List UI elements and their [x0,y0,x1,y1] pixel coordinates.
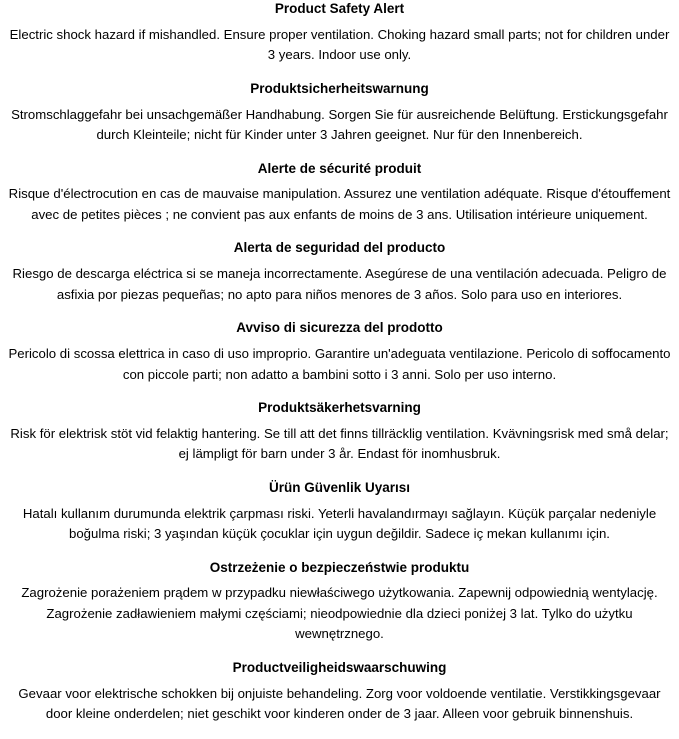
safety-section-fr [8,160,671,240]
section-body: Zagrożenie porażeniem prądem w przypadku niewłaściwego użytkowania. Zapewnij odpowiednią wentylację. Zagrożenie zadławieniem małymi częściami; nieodpowiednie dla dzieci poniżej 3 lat. Tylko do użytku wewnętrznego. [21,585,658,642]
section-heading: Productveiligheidswaarschuwing [232,659,447,675]
section-heading: Product Safety Alert [274,1,405,16]
safety-section-sv [8,399,671,479]
section-heading: Alerta de seguridad del producto [233,240,446,256]
section-heading: Produktsicherheitswarnung [250,80,429,96]
section-body: Risque d'électrocution en cas de mauvaise manipulation. Assurez une ventilation adéquate. Risque d'étouffement avec de petites pièces ; ne convient pas aux enfants de moins de 3 ans. Utilisation intérieure uniquement. [8,186,671,222]
safety-section-pl [8,559,671,659]
section-heading: Alerte de sécurité produit [257,160,422,176]
section-body: Risk för elektrisk stöt vid felaktig hantering. Se till att det finns tillräcklig ventilation. Kvävningsrisk med små delar; ej lämpligt för barn under 3 år. Endast för inomhusbruk. [10,425,669,462]
section-heading: Ürün Güvenlik Uyarısı [268,479,411,495]
safety-section-en [8,0,671,80]
section-heading: Ostrzeżenie o bezpieczeństwie produktu [209,559,470,575]
safety-section-nl [8,659,671,739]
section-body: Gevaar voor elektrische schokken bij onjuiste behandeling. Zorg voor voldoende ventilatie. Verstikkingsgevaar door kleine onderdelen; niet geschikt voor kinderen onder de 3 jaar. Alleen voor gebruik binnenshuis. [18,685,661,722]
safety-section-de [8,80,671,160]
safety-section-es [8,239,671,319]
section-body: Electric shock hazard if mishandled. Ensure proper ventilation. Choking hazard small parts; not for children under 3 years. Indoor use only. [9,26,670,63]
section-heading: Produktsäkerhetsvarning [258,399,421,415]
safety-section-tr [8,479,671,559]
safety-section-it [8,319,671,399]
section-body: Stromschlaggefahr bei unsachgemäßer Handhabung. Sorgen Sie für ausreichende Belüftung. Erstickungsgefahr durch Kleinteile; nicht für Kinder unter 3 Jahren geeignet. Nur für den Innenbereich. [11,106,668,143]
section-heading: Avviso di sicurezza del prodotto [236,320,443,336]
section-body: Riesgo de descarga eléctrica si se maneja incorrectamente. Asegúrese de una ventilación adecuada. Peligro de asfixia por piezas pequeñas; no apto para niños menores de 3 años. Solo para uso en interiores. [12,266,667,302]
section-body: Pericolo di scossa elettrica in caso di uso improprio. Garantire un'adeguata ventilazione. Pericolo di soffocamento con piccole parti; non adatto a bambini sotto i 3 anni. Solo per uso interno. [8,346,671,382]
section-body: Hatalı kullanım durumunda elektrik çarpması riski. Yeterli havalandırmayı sağlayın. Küçük parçalar nedeniyle boğulma riski; 3 yaşından küçük çocuklar için uygun değildir. Sadece iç mekan kullanımı için. [22,505,657,542]
